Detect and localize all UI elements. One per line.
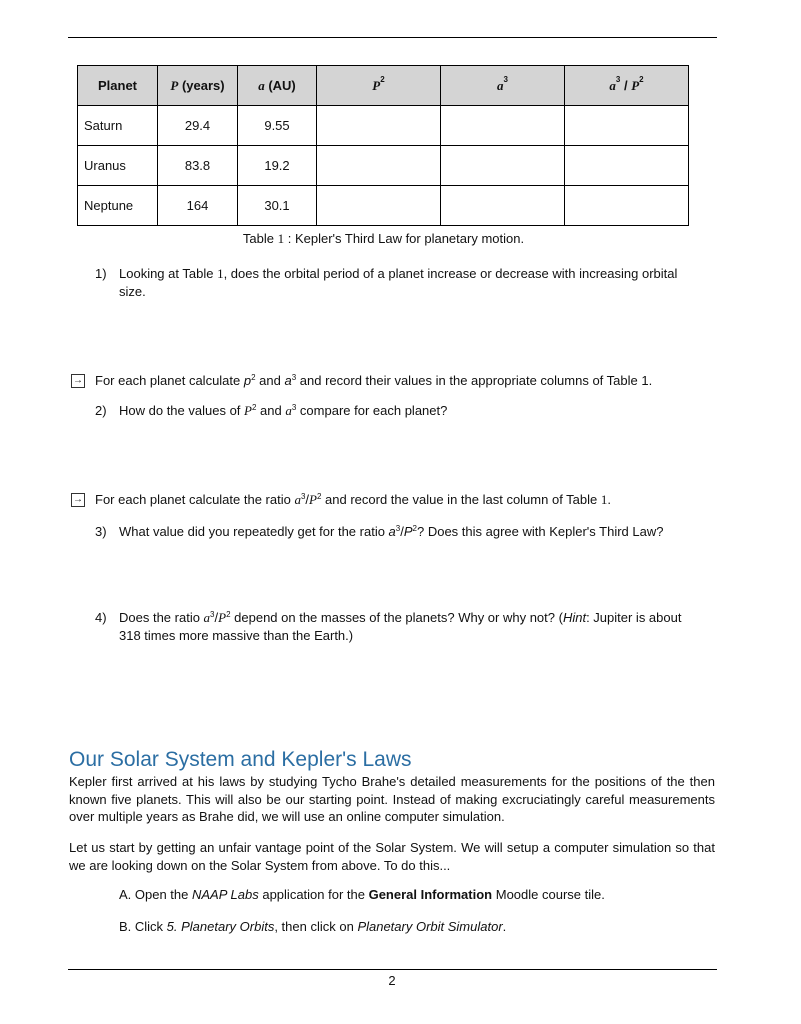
question-1 [95, 265, 725, 305]
question-number: 4) [95, 610, 107, 625]
arrow-checkbox-icon[interactable]: → [73, 494, 83, 505]
planet-name: Saturn [78, 106, 158, 146]
planetary-orbits-link[interactable]: 5. Planetary Orbits [166, 919, 275, 934]
header-a-cubed: $a^3$ [441, 66, 565, 106]
question-text: Looking at Table 1, does the orbital period of a planet increase or decrease with increasing orbital [119, 266, 678, 281]
header-p-squared: $P^2$ [317, 66, 441, 106]
planet-name: Neptune [78, 186, 158, 226]
header-planet: Planet [78, 66, 158, 106]
footer-rule [68, 969, 717, 970]
period-value: 29.4 [158, 106, 238, 146]
axis-value: 19.2 [238, 146, 317, 186]
table-row [78, 186, 689, 226]
question-text-cont: size. [119, 284, 146, 299]
table-row [78, 106, 689, 146]
question-number: 2) [95, 403, 107, 418]
intro-paragraph: Kepler first arrived at his laws by studying Tycho Brahe's detailed measurements for the positions of the then known five planets. This will also be our starting point. Instead of making excruciatingly careful measurements over multiple years as Brahe did, we will use an online computer simulation. [69, 774, 715, 824]
question-text: Does the ratio $a^3/P^2$ depend on the masses of the planets? Why or why not? (Hint: Jupiter is about [119, 610, 682, 625]
page-number: 2 [388, 973, 396, 988]
a-cubed-cell[interactable] [441, 146, 565, 186]
header-rule [68, 37, 717, 38]
axis-value: 9.55 [238, 106, 317, 146]
planet-name: Uranus [78, 146, 158, 186]
section-heading: Our Solar System and Kepler's Laws [69, 748, 412, 771]
table-row [78, 146, 689, 186]
p-squared-cell[interactable] [317, 146, 441, 186]
header-ratio: $a^3 / P^2$ [565, 66, 689, 106]
p-squared-cell[interactable] [317, 106, 441, 146]
task-text: For each planet calculate $p^2$ and $a^3$ and record their values in the appropriate columns of Table 1. [95, 373, 653, 388]
a-cubed-cell[interactable] [441, 186, 565, 226]
axis-value: 30.1 [238, 186, 317, 226]
table-header-row [78, 66, 689, 106]
question-text: What value did you repeatedly get for the ratio $a^3/P^2$? Does this agree with Kepler's Third Law? [119, 524, 664, 539]
task-2 [71, 491, 711, 511]
task-text: For each planet calculate the ratio $a^3/P^2$ and record the value in the last column of Table 1. [95, 492, 611, 507]
header-semimajor-axis: a (AU) [238, 66, 317, 106]
arrow-checkbox-icon[interactable]: → [73, 375, 83, 386]
step-b: B. Click 5. Planetary Orbits, then click on Planetary Orbit Simulator. [119, 919, 507, 934]
keplers-third-law-table [77, 65, 689, 226]
table-caption: Table 1 : Kepler's Third Law for planetary motion. [242, 231, 525, 246]
header-period: P (years) [158, 66, 238, 106]
ratio-cell[interactable] [565, 186, 689, 226]
task-1 [71, 372, 711, 392]
question-text-cont: 318 times more massive than the Earth.) [119, 628, 354, 643]
ratio-cell[interactable] [565, 106, 689, 146]
question-3 [95, 523, 725, 543]
period-value: 164 [158, 186, 238, 226]
period-value: 83.8 [158, 146, 238, 186]
question-2 [95, 402, 725, 422]
a-cubed-cell[interactable] [441, 106, 565, 146]
question-4 [95, 609, 725, 649]
question-number: 3) [95, 524, 107, 539]
question-text: How do the values of $P^2$ and $a^3$ compare for each planet? [119, 403, 448, 418]
p-squared-cell[interactable] [317, 186, 441, 226]
question-number: 1) [95, 266, 107, 281]
step-a: A. Open the NAAP Labs application for the General Information Moodle course tile. [119, 887, 605, 902]
planetary-orbit-simulator-link[interactable]: Planetary Orbit Simulator [357, 919, 503, 934]
ratio-cell[interactable] [565, 146, 689, 186]
instructions-paragraph: Let us start by getting an unfair vantage point of the Solar System. We will setup a computer simulation so that we are looking down on the Solar System from above. To do this... [69, 840, 715, 873]
